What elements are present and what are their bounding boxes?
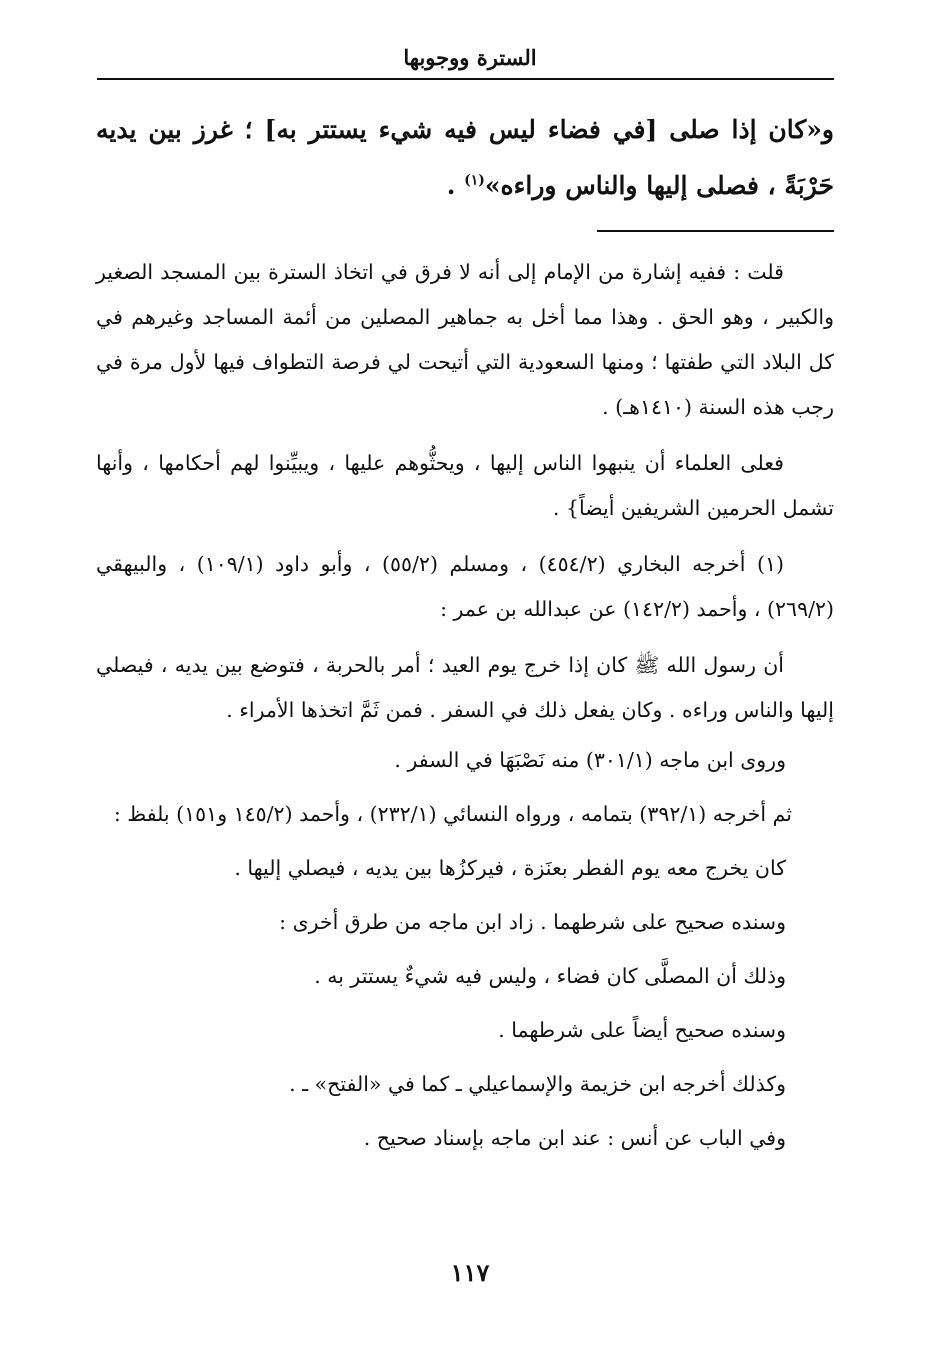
footnote-separator [597, 230, 834, 232]
hadith-body: و«كان إذا صلى [في فضاء ليس فيه شيء يستتر به] ؛ غرز بين يديه حَرْبَةً ، فصلى إليها والناس وراءه» [96, 115, 834, 200]
hadith-end: . [446, 171, 465, 200]
notes-section [96, 250, 834, 1165]
footnote-line: وسنده صحيح على شرطهما . زاد ابن ماجه من طرق أخرى : [279, 910, 786, 934]
footnote-line: ثم أخرجه (٣٩٢/١) بتمامه ، ورواه النسائي (٢٣٢/١) ، وأحمد (١٤٥/٢ و١٥١) بلفظ : [113, 802, 792, 826]
footnote-line: وفي الباب عن أنس : عند ابن ماجه بإسناد صحيح . [363, 1126, 786, 1150]
footnote-reference: (١) [464, 172, 485, 189]
page-number: ١١٧ [450, 1258, 490, 1287]
footnote-line: وذلك أن المصلَّى كان فضاء ، وليس فيه شيءٌ يستتر به . [314, 964, 786, 988]
author-note-paragraph: قلت : ففيه إشارة من الإمام إلى أنه لا فرق في اتخاذ السترة بين المسجد الصغير والكبير ، وهو الحق . وهذا مما أخل به جماهير المصلين من أئمة المساجد وغيرهم في كل البلاد التي طفتها ؛ ومنها السعودية التي أتيحت لي فرصة التطواف فيها لأول مرة في رجب هذه السنة (١٤١٠هـ) . [96, 260, 834, 419]
footnote-line: وكذلك أخرجه ابن خزيمة والإسماعيلي ـ كما في «الفتح» ـ . [289, 1072, 786, 1096]
footnote-paragraph: (١) أخرجه البخاري (٤٥٤/٢) ، ومسلم (٥٥/٢) ، وأبو داود (١٠٩/١) ، والبيهقي (٢٦٩/٢) ، وأحمد (١٤٢/٢) عن عبدالله بن عمر : [96, 552, 834, 621]
footnote-paragraph: أن رسول الله ﷺ كان إذا خرج يوم العيد ؛ أمر بالحربة ، فتوضع بين يديه ، فيصلي إليها والناس وراءه . وكان يفعل ذلك في السفر . فمن ثَمَّ اتخذها الأمراء . [96, 653, 834, 722]
footnote-line: وسنده صحيح أيضاً على شرطهما . [498, 1018, 786, 1042]
author-note-paragraph: فعلى العلماء أن ينبهوا الناس إليها ، ويحثُّوهم عليها ، ويبيِّنوا لهم أحكامها ، وأنها تشمل الحرمين الشريفين أيضاً} . [96, 451, 834, 520]
footnote-line: وروى ابن ماجه (٣٠١/١) منه نَصْبَهَا في السفر . [394, 748, 786, 772]
footnote-line: كان يخرج معه يوم الفطر بعنَزة ، فيركزُها بين يديه ، فيصلي إليها . [234, 856, 786, 880]
hadith-text [96, 102, 834, 214]
header-rule [97, 78, 834, 80]
running-header-title: السترة ووجوبها [403, 45, 537, 70]
